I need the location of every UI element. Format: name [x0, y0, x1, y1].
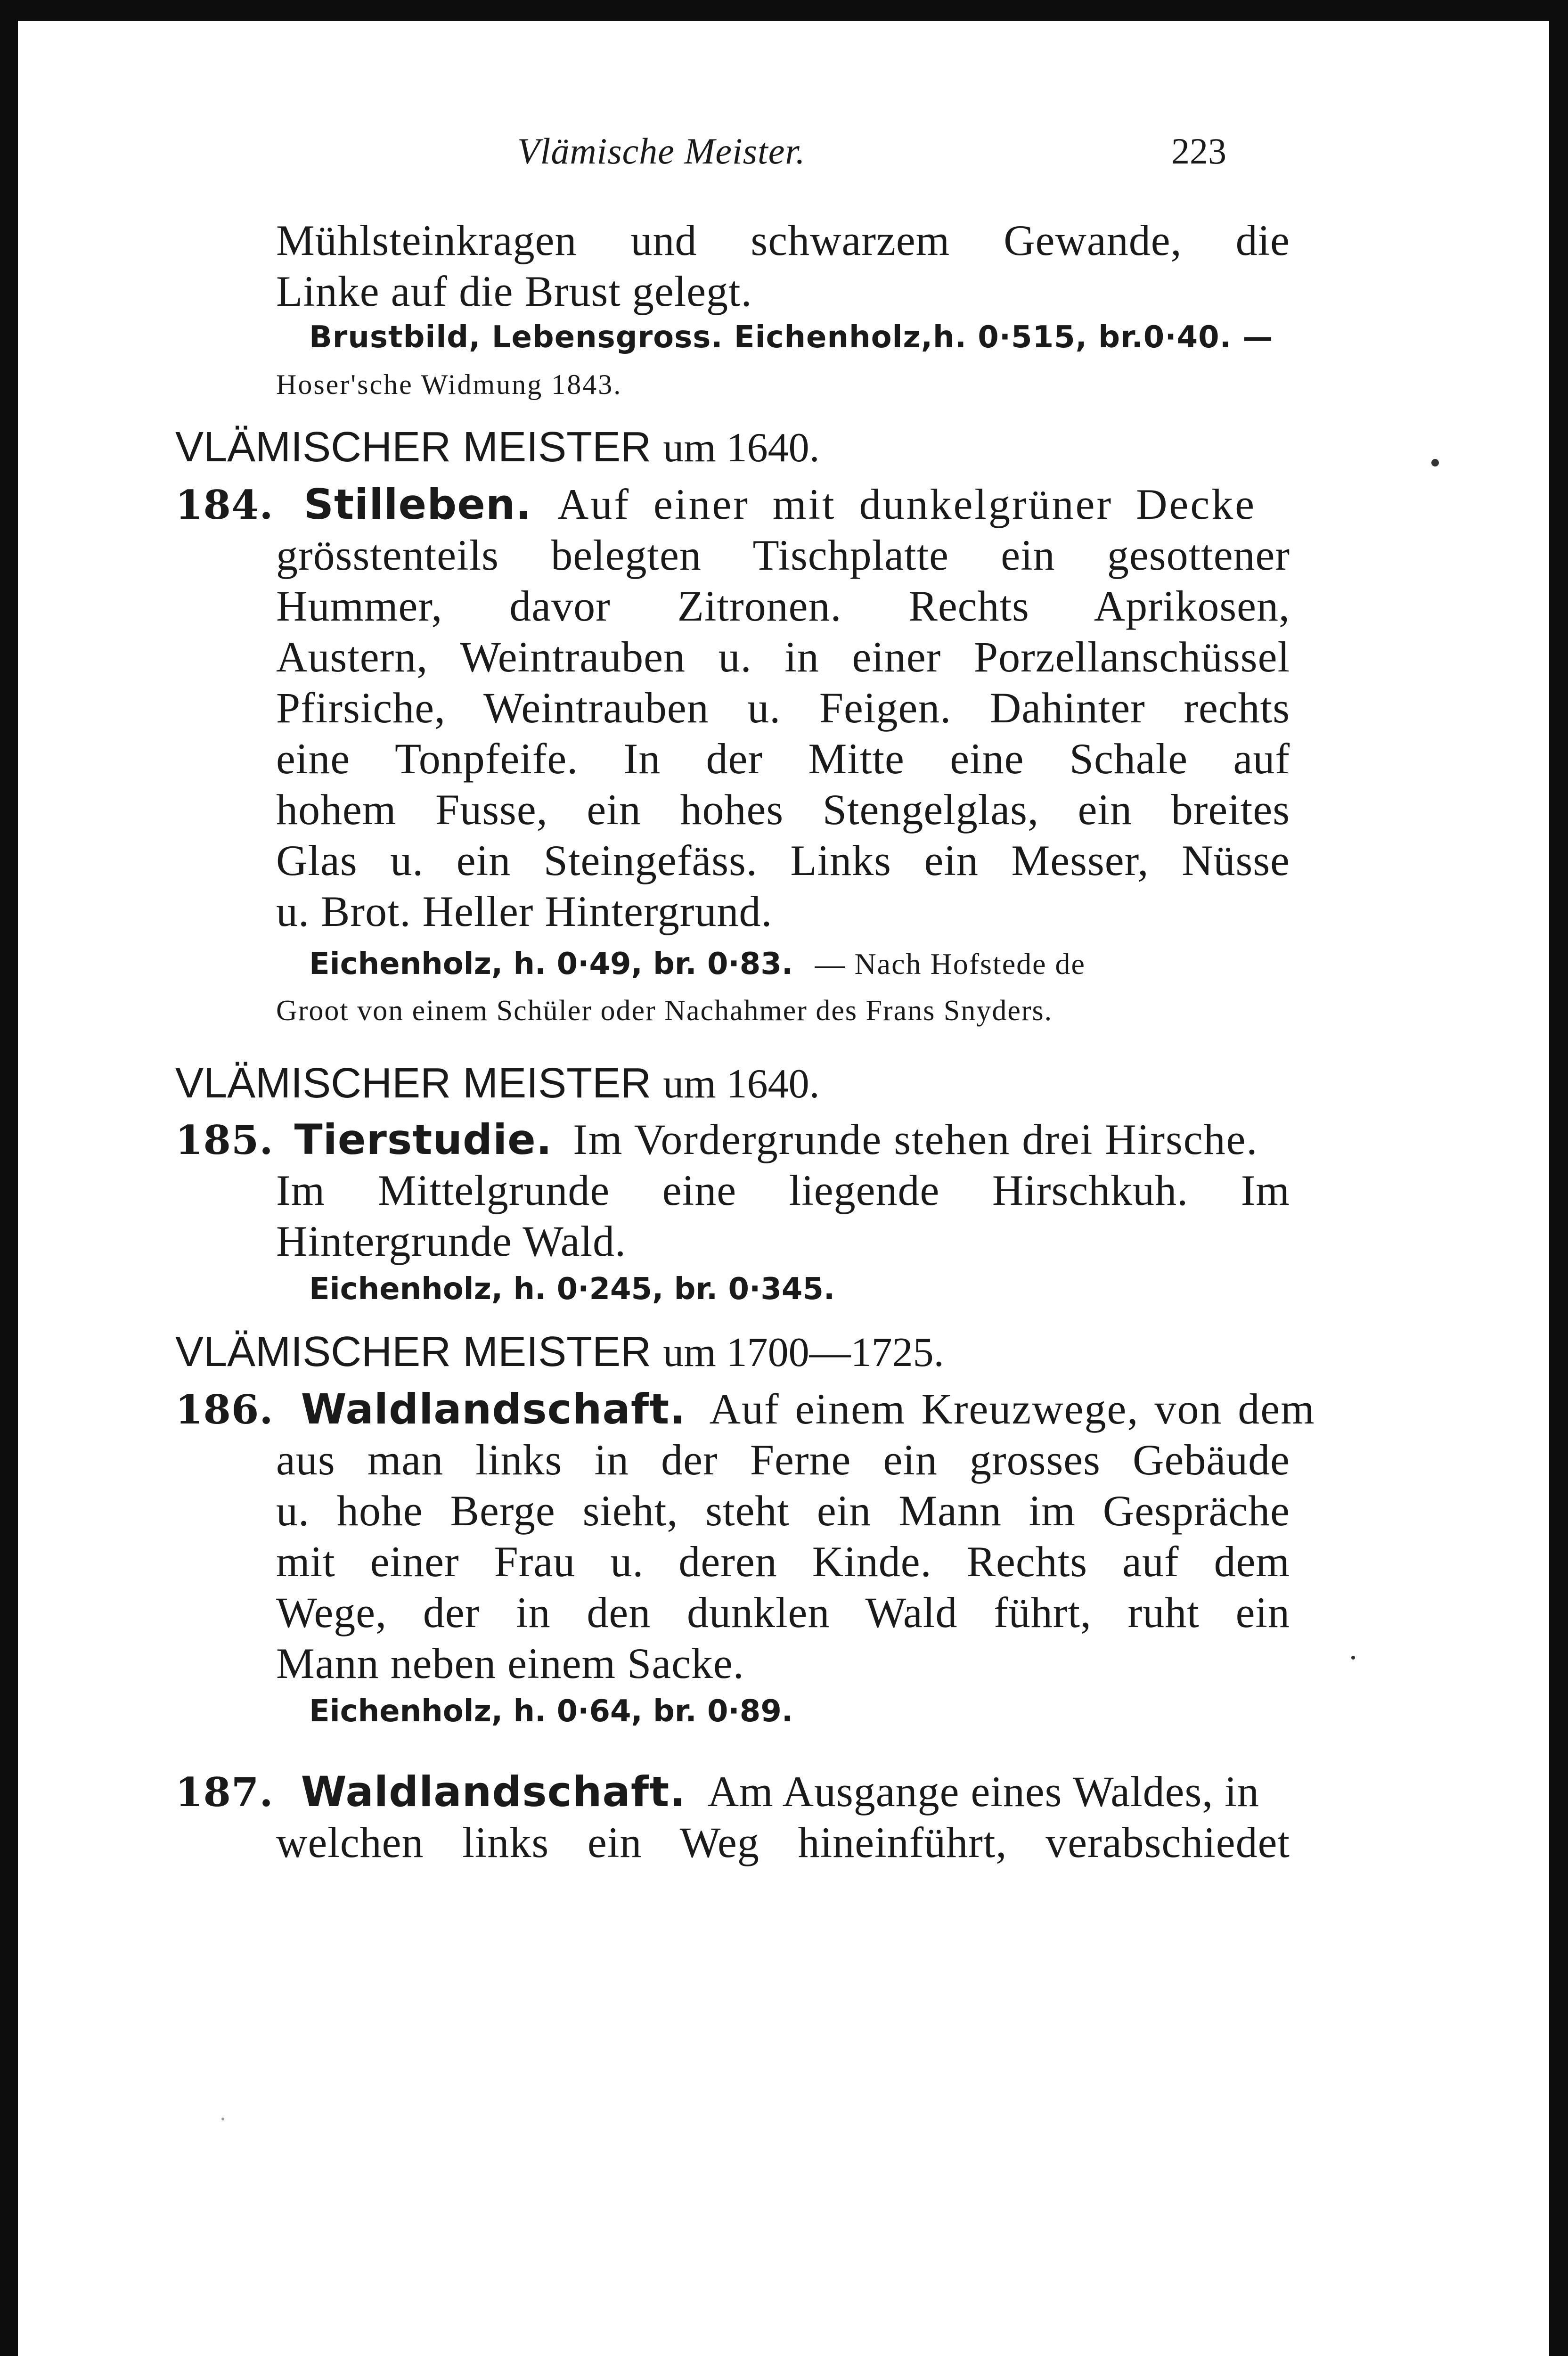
scan-speck	[1431, 459, 1439, 466]
scan-speck	[221, 2118, 224, 2120]
entry-title: Waldlandschaft.	[301, 1767, 686, 1816]
entry-text: Im Vordergrunde stehen drei Hirsche.	[573, 1115, 1258, 1163]
entry-title: Waldlandschaft.	[301, 1385, 686, 1433]
catalog-number: 187.	[175, 1769, 274, 1816]
body-line: Wege, der in den dunklen Wald führt, ruht ein	[276, 1588, 1290, 1636]
book-page	[18, 21, 1549, 2356]
entry-first-line	[175, 480, 1257, 529]
artist-heading	[175, 1062, 820, 1105]
dimensions: Eichenholz, h. 0·49, br. 0·83.	[309, 947, 793, 982]
artist-name: VLÄMISCHER MEISTER	[175, 424, 652, 471]
artist-name: VLÄMISCHER MEISTER	[175, 1060, 652, 1107]
page-number: 223	[1171, 131, 1226, 172]
artist-heading	[175, 1328, 944, 1375]
entry-text: Auf einer mit dunkelgrüner Decke	[557, 480, 1257, 528]
body-line: u. Brot. Heller Hintergrund.	[276, 887, 773, 935]
running-header: Vlämische Meister.	[517, 131, 806, 172]
catalog-number: 185.	[175, 1117, 274, 1163]
catalog-number: 184.	[175, 482, 274, 528]
entry-title: Stilleben.	[303, 480, 532, 529]
entry-title: Tierstudie.	[294, 1115, 553, 1164]
artist-heading	[175, 426, 820, 469]
body-line: Hintergrunde Wald.	[276, 1217, 627, 1265]
dimensions-line: Eichenholz, h. 0·245, br. 0·345.	[309, 1272, 835, 1307]
attribution-note: Groot von einem Schüler oder Nachahmer des Frans Snyders.	[276, 995, 1053, 1027]
body-line: welchen links ein Weg hineinführt, verabschiedet	[276, 1818, 1290, 1866]
body-line: grösstenteils belegten Tischplatte ein gesottener	[276, 531, 1290, 579]
body-line: Glas u. ein Steingefäss. Links ein Messer, Nüsse	[276, 836, 1290, 884]
dimensions-line: Brustbild, Lebensgross. Eichenholz,h. 0·515, br.0·40. —	[309, 320, 1274, 355]
body-line: mit einer Frau u. deren Kinde. Rechts auf dem	[276, 1538, 1290, 1586]
dimensions-line: Eichenholz, h. 0·64, br. 0·89.	[309, 1694, 793, 1729]
body-line: Mann neben einem Sacke.	[276, 1639, 744, 1687]
catalog-number: 186.	[175, 1386, 274, 1433]
artist-name: VLÄMISCHER MEISTER	[175, 1328, 652, 1375]
entry-first-line	[175, 1115, 1258, 1164]
body-line: aus man links in der Ferne ein grosses Gebäude	[276, 1436, 1290, 1484]
body-line: Im Mittelgrunde eine liegende Hirschkuh. Im	[276, 1166, 1290, 1214]
artist-era: um 1700—1725.	[663, 1330, 944, 1375]
body-line: hohem Fusse, ein hohes Stengelglas, ein breites	[276, 785, 1290, 834]
provenance-line: Hoser'sche Widmung 1843.	[276, 369, 622, 400]
body-line: Linke auf die Brust gelegt.	[276, 267, 752, 315]
artist-era: um 1640.	[663, 425, 820, 471]
body-line: Austern, Weintrauben u. in einer Porzellanschüssel	[276, 633, 1290, 681]
dimensions-line	[309, 947, 1086, 982]
body-line: eine Tonpfeife. In der Mitte eine Schale auf	[276, 735, 1290, 783]
entry-first-line	[175, 1385, 1315, 1433]
artist-era: um 1640.	[663, 1061, 820, 1107]
body-line: u. hohe Berge sieht, steht ein Mann im Gespräche	[276, 1487, 1290, 1535]
body-line: Hummer, davor Zitronen. Rechts Aprikosen,	[276, 582, 1290, 630]
body-line: Mühlsteinkragen und schwarzem Gewande, die	[276, 216, 1290, 264]
entry-first-line	[175, 1767, 1259, 1816]
scan-speck	[1351, 1656, 1355, 1660]
entry-text: Am Ausgange eines Waldes, in	[707, 1767, 1259, 1816]
entry-text: Auf einem Kreuzwege, von dem	[709, 1385, 1315, 1433]
attribution-note: — Nach Hofstede de	[815, 947, 1086, 981]
body-line: Pfirsiche, Weintrauben u. Feigen. Dahinter rechts	[276, 684, 1290, 732]
